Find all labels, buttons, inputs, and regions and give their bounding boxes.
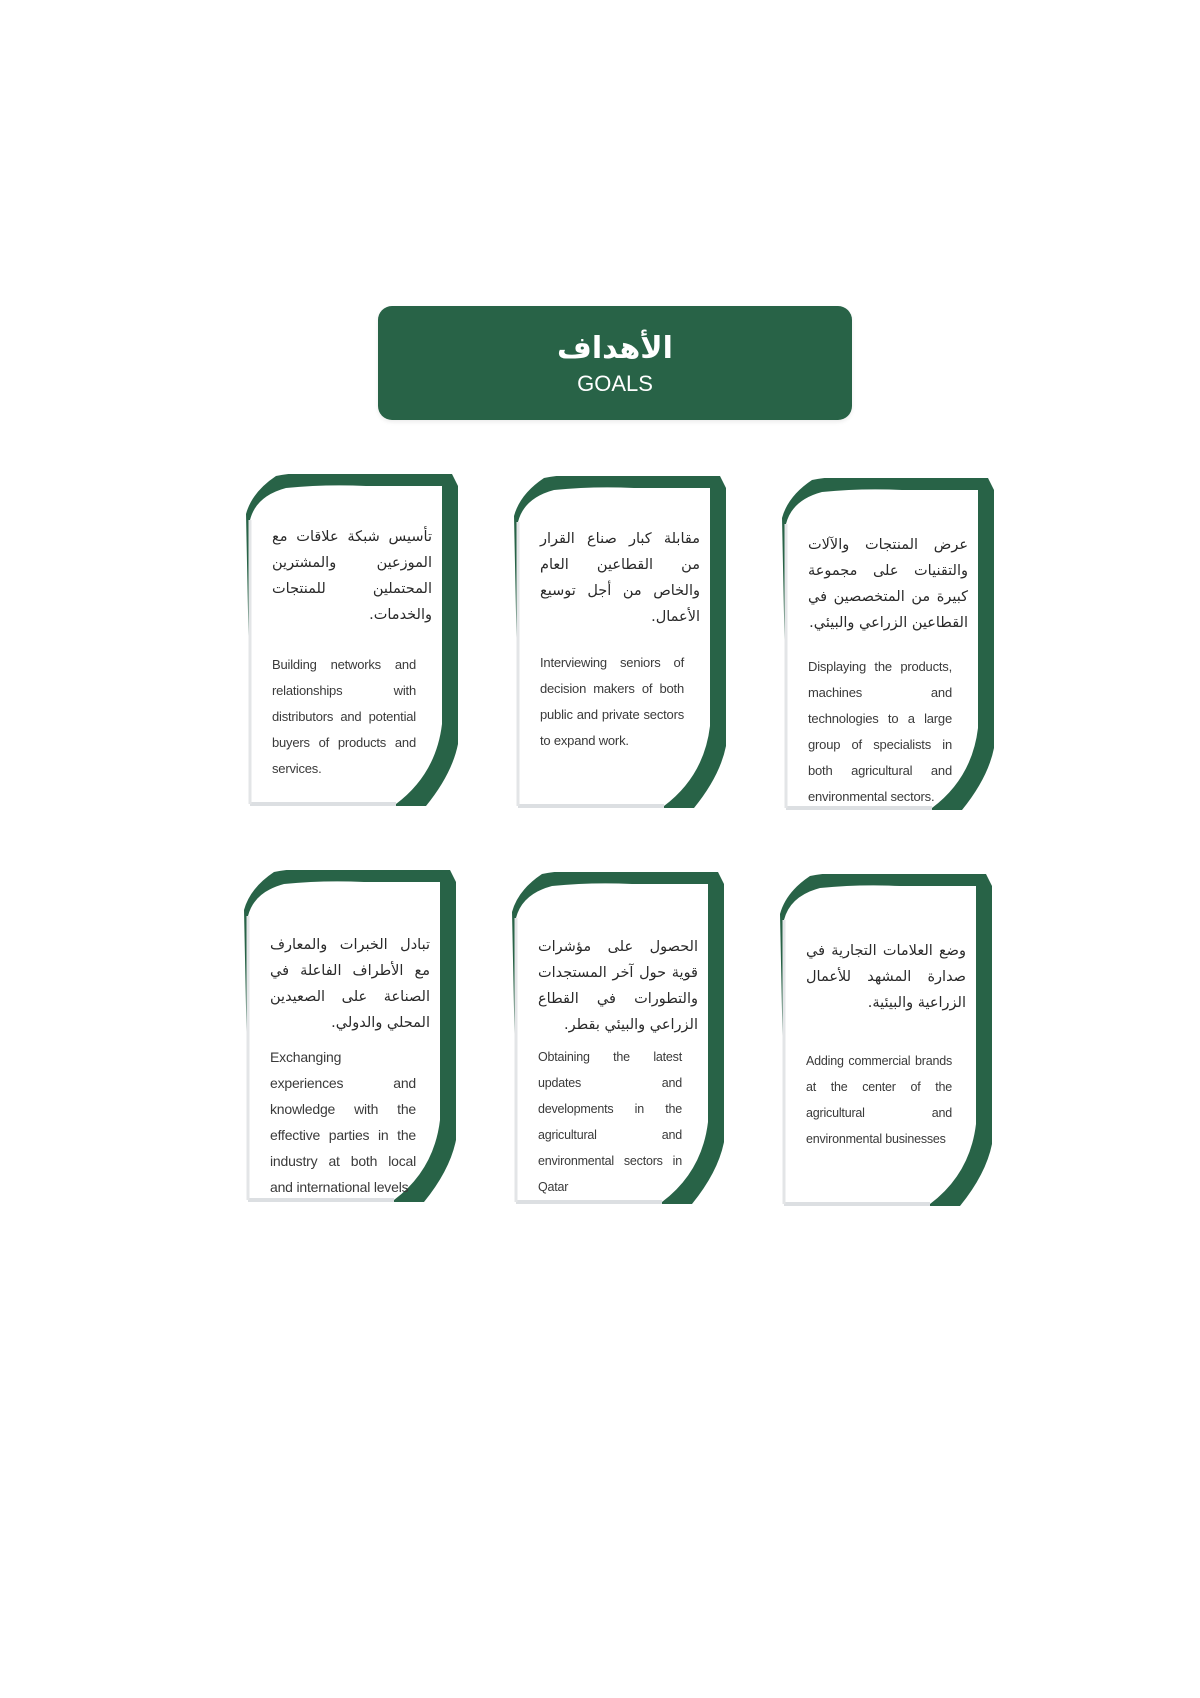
- goals-header-banner: [378, 306, 852, 420]
- goal-card-displaying: [782, 478, 994, 810]
- goal-text-arabic: تأسيس شبكة علاقات مع الموزعين والمشترين المحتملين للمنتجات والخدمات.: [272, 529, 432, 623]
- goal-card-exchanging: [244, 870, 456, 1202]
- goal-text-arabic: تبادل الخبرات والمعارف مع الأطراف الفاعلة في الصناعة على الصعيدين المحلي والدولي.: [270, 937, 430, 1031]
- goal-text-english: Interviewing seniors of decision makers of both public and private sectors to expand work.: [540, 655, 684, 748]
- goal-text-english: Exchanging experiences and knowledge with the effective parties in the industry at both local and international levels: [270, 1049, 416, 1195]
- header-title-arabic: الأهداف: [557, 331, 673, 366]
- card-frame-shape: [780, 874, 1000, 1214]
- header-title-english: GOALS: [577, 371, 653, 396]
- goal-text-arabic: وضع العلامات التجارية في صدارة المشهد للأعمال الزراعية والبيئية.: [806, 943, 966, 1011]
- goal-card-obtaining: [512, 872, 724, 1204]
- goal-card-brands: [780, 874, 992, 1206]
- goal-text-english: Obtaining the latest updates and developments in the agricultural and environmental sectors in Qatar: [538, 1050, 682, 1194]
- goal-card-networks: [246, 474, 458, 806]
- goal-text-arabic: عرض المنتجات والآلات والتقنيات على مجموعة كبيرة من المتخصصين في القطاعين الزراعي والبيئي.: [808, 537, 968, 631]
- goal-text-english: Displaying the products, machines and technologies to a large group of specialists in both agricultural and environmental sectors.: [808, 659, 952, 804]
- goal-text-english: Building networks and relationships with distributors and potential buyers of products and services.: [272, 657, 416, 776]
- goal-text-english: Adding commercial brands at the center of the agricultural and environmental businesses: [806, 1054, 952, 1146]
- goal-text-arabic: الحصول على مؤشرات قوية حول آخر المستجدات والتطورات في القطاع الزراعي والبيئي بقطر.: [538, 939, 698, 1033]
- goal-text-arabic: مقابلة كبار صناع القرار من القطاعين العام والخاص من أجل توسيع الأعمال.: [540, 531, 700, 625]
- goal-card-interviewing: [514, 476, 726, 808]
